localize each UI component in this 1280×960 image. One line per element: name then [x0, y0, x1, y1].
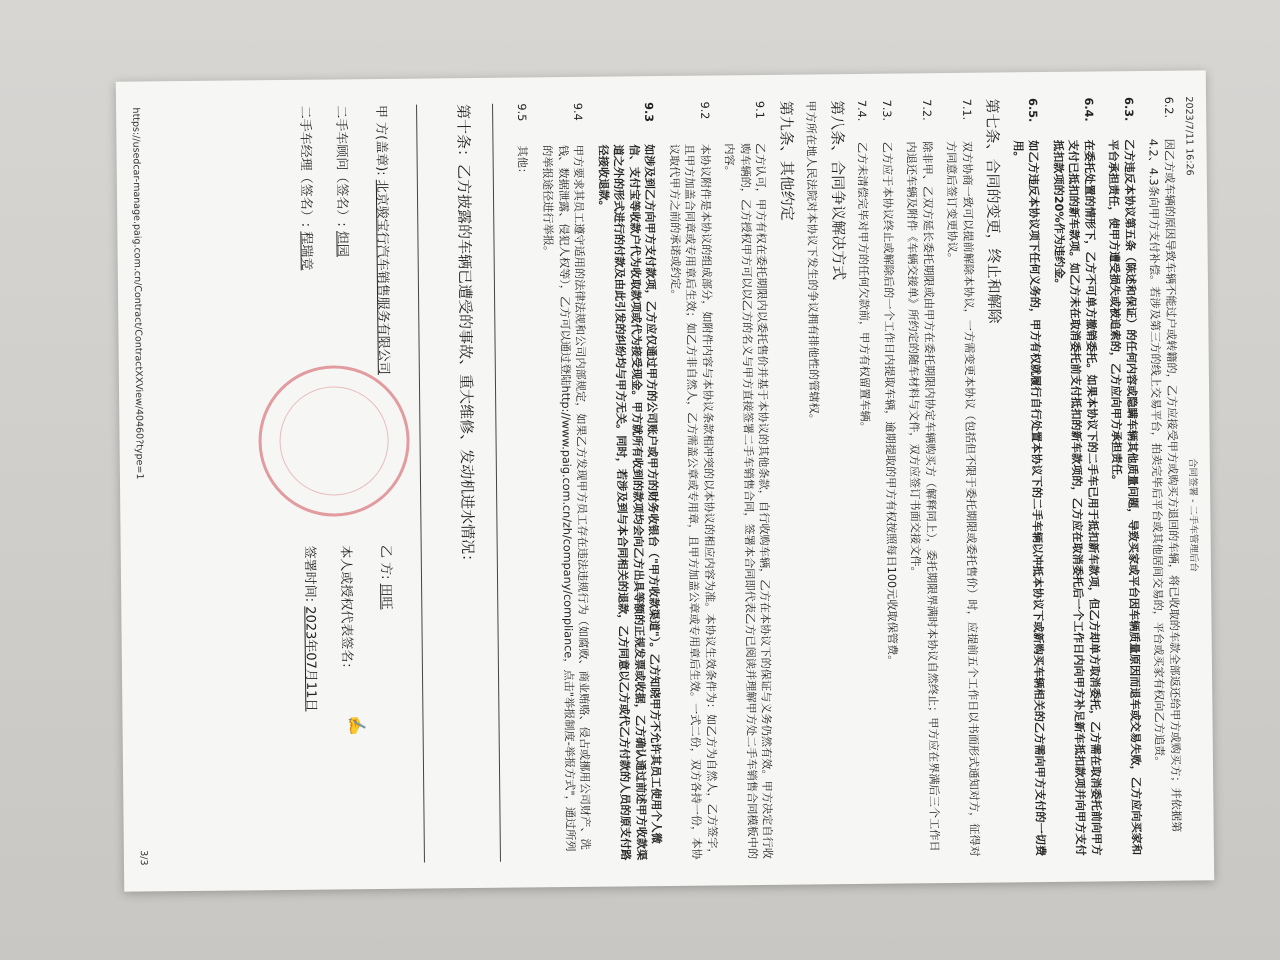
- clause-number: 9.5: [515, 103, 529, 122]
- clause-text: 乙方认可，甲方有权在委托期限内以委托售价并基于本协议的其他条款，自行收购车辆，乙方在本协议下的保证与义务仍然有效。甲方决定自行收购车辆的，乙方授权甲方可以以乙方的名义与甲方直接签署二手车销售合同，签署本合同即代表乙方已阅读并理解甲方处二手车销售合同模板中的内容。: [722, 142, 775, 860]
- clause-text: 其他：: [515, 145, 529, 180]
- clause-number: 6.4.: [1082, 97, 1096, 122]
- clause-6-2: [1145, 97, 1184, 855]
- clause-6-3: [1105, 97, 1144, 855]
- clause-7-4: [854, 100, 877, 858]
- clause-7-3: [879, 100, 902, 858]
- clause-7-1: [943, 99, 982, 857]
- consultant-value: 炟园: [334, 230, 350, 257]
- clause-text: 在委托处置的情形下，乙方不可单方撤销委托。如果本协议下的二手车已用于抵扣新车款项，但乙方却单方取消委托，乙方需在取消委托前向甲方支付已抵扣的新车款项。如乙方未在取消委托前支付抵扣的新车款项的，乙方应在取消委托后一个工作日内向甲方补足新车抵扣款项并向甲方支付抵扣款项的20%作为违约金。: [1051, 139, 1103, 856]
- rep-sign-label: 本人或授权代表签名：: [337, 545, 355, 676]
- divider: [493, 104, 502, 862]
- consultant-row: [333, 105, 350, 257]
- print-datetime: 2023/7/11 16:26: [1183, 96, 1195, 176]
- manager-row: [297, 106, 314, 271]
- clause-9-2: [666, 101, 720, 859]
- clause-number: 9.2: [698, 101, 712, 120]
- clause-number: 6.2.: [1162, 96, 1176, 119]
- party-a-value: 北京骏宝行汽车销售服务有限公司: [373, 179, 391, 375]
- section-9-title: 第九条、其他约定: [777, 100, 797, 221]
- clause-number: 9.1: [753, 100, 767, 119]
- clause-text: 除非甲、乙双方延长委托期限或由甲方在委托期限内协定车辆购买方（解释同上），委托期限界满时本协议自然终止；甲方应在界满后三个工作日内退还车辆及附件《车辆交接单》所约定的随车材料与文件，双方应签订书面交接文件。: [904, 141, 941, 852]
- party-a-label: 甲 方(盖章):: [373, 104, 389, 176]
- clause-number: 7.1.: [960, 98, 974, 121]
- section-8-text: 甲方所在地人民法院对本协议下发生的争议拥有排他性的管辖权。: [804, 100, 821, 425]
- clause-text: 如乙方违反本协议项下任何义务的，甲方有权就履行自行处置本协议下的二手车辆以冲抵本协议下或新购买车辆相关的乙方需向甲方支付的一切费用。: [1011, 140, 1048, 857]
- manager-label: 二手车经理（签名）:: [297, 105, 314, 228]
- clause-9-1: [721, 101, 775, 859]
- section-7-title: 第七条、合同的变更，终止和解除: [983, 98, 1004, 324]
- section-10-text: 第十条：乙方披露的车辆已遭受的事故、重大维修、发动机进水情况：: [454, 103, 478, 570]
- rep-sign-row: [337, 545, 368, 737]
- clause-number: 6.3.: [1122, 97, 1136, 122]
- clause-9-4: [539, 103, 593, 861]
- clause-number: 7.4.: [855, 99, 869, 122]
- manager-value: 程瑞竞: [298, 231, 314, 271]
- clause-text: 乙方未清偿完毕对甲方的任何欠款前，甲方有权留置车辆。: [855, 141, 873, 433]
- company-seal: [258, 365, 411, 518]
- print-footer: [128, 107, 151, 865]
- clause-6-4: [1050, 97, 1104, 855]
- divider: [416, 105, 425, 863]
- clause-9-3: [595, 102, 665, 861]
- sign-time-label: 签署时间:: [301, 545, 318, 603]
- party-b-row: [377, 545, 393, 610]
- clause-text: 因乙方或车辆的原因导致车辆不能过户或转籍的，乙方应接受甲方或购买方退回的车辆，将已收取的车款全部返还给甲方或购买方；并依据第4.2、4.3条向甲方支付补偿。若涉及第三方的线上交易平台，拍卖完毕后平台或其他居间交易的，平台或买家有权向乙方追责。: [1146, 138, 1183, 833]
- clause-9-5: [514, 103, 537, 861]
- clause-number: 7.3.: [880, 99, 894, 122]
- footer-url: https://usedcar-manage.paig.com.cn/Contract/ContractXXView/40460?type=1: [130, 107, 146, 480]
- contract-paper: [116, 70, 1214, 891]
- signature-block: [216, 105, 404, 865]
- clause-text: 乙方应于本协议终止或解除后的一个工作日内提取车辆，逾期提取的甲方有权按照每日100元收取保管费。: [880, 141, 899, 667]
- party-b-label: 乙 方:: [377, 544, 394, 580]
- clause-text: 甲方要求其员工遵守适用的法律法规和公司内部规定，如果乙方发现甲方员工存在违法违规行为（如腐败、商业贿赂、侵占或挪用公司财产、洗钱、数据泄露、侵犯人权等），乙方可以通过登陆http://www.paig.com.cn/zh/company/compliance，点击"举报制度-举报方式"，通过所列的举报途径进行举报。: [540, 144, 593, 852]
- consultant-label: 二手车顾问（签名）:: [333, 105, 350, 227]
- party-b-value: 田旺: [378, 583, 394, 610]
- clause-text: 本协议附件是本协议的组成部分，如附件内容与本协议条款相冲突的以本协议的相应内容为准。本协议生效条件为：如乙方为自然人，乙方签字，且甲方加盖合同章或专用章后生效；如乙方非自然人，乙方需盖公章或专用章，且甲方加盖公章或专用章后生效。一式二份，双方各持一份，本协议取代甲方之前的承诺或约定。: [667, 143, 719, 860]
- clause-7-2: [903, 99, 942, 857]
- clause-number: 7.2.: [920, 99, 934, 121]
- party-a-row: [373, 105, 391, 375]
- print-title: 合同签署 - 二手车管理后台: [1186, 457, 1199, 573]
- clause-text: 双方协商一致可以提前解除本协议，一方需变更本协议（包括但不限于委托期限或委托售价）时，应提前五个工作日以书面形式通知对方，征得对方同意后签订变更协议。: [944, 140, 981, 857]
- contract-page: [116, 70, 1214, 891]
- handwritten-signature: ✍: [346, 713, 368, 737]
- clause-6-5: [1010, 98, 1049, 856]
- sign-time-value: 2023年07月11日: [302, 606, 319, 712]
- clause-number: 9.4: [571, 102, 585, 121]
- sign-time-row: [301, 546, 318, 712]
- clause-text: 乙方违反本协议第五条（陈述和保证）的任何内容或隐瞒车辆其他质量问题，导致买家或平台因车辆质量原因而退车或交易失败，乙方应向买家和平台承担责任，使甲方遭受损失或被追索的，乙方应向甲方承担责任。: [1106, 139, 1143, 856]
- clause-text: 如涉及到乙方向甲方支付款项，乙方应仅通过甲方的公司账户或甲方的财务收银台（"甲方收款渠道"）。乙方知晓甲方不允许其员工使用个人微信、支付宝等收款户代为收取款项或代为接受现金。甲方就所有收到的款项均会向乙方出具等额的正规发票或收据，乙方确认通过前述甲方收款渠道之外的形式进行的付款及由此引发的纠纷均与甲方无关。同时，若涉及到与本合同相关的退款，乙方同意以乙方或代乙方付款的人员的原支付路径接收退款。: [596, 144, 664, 861]
- section-8-title: 第八条、合同争议解决方式: [828, 100, 848, 281]
- clause-number: 6.5.: [1026, 98, 1040, 123]
- page-number: 3/3: [138, 850, 150, 866]
- clause-number: 9.3: [642, 102, 656, 123]
